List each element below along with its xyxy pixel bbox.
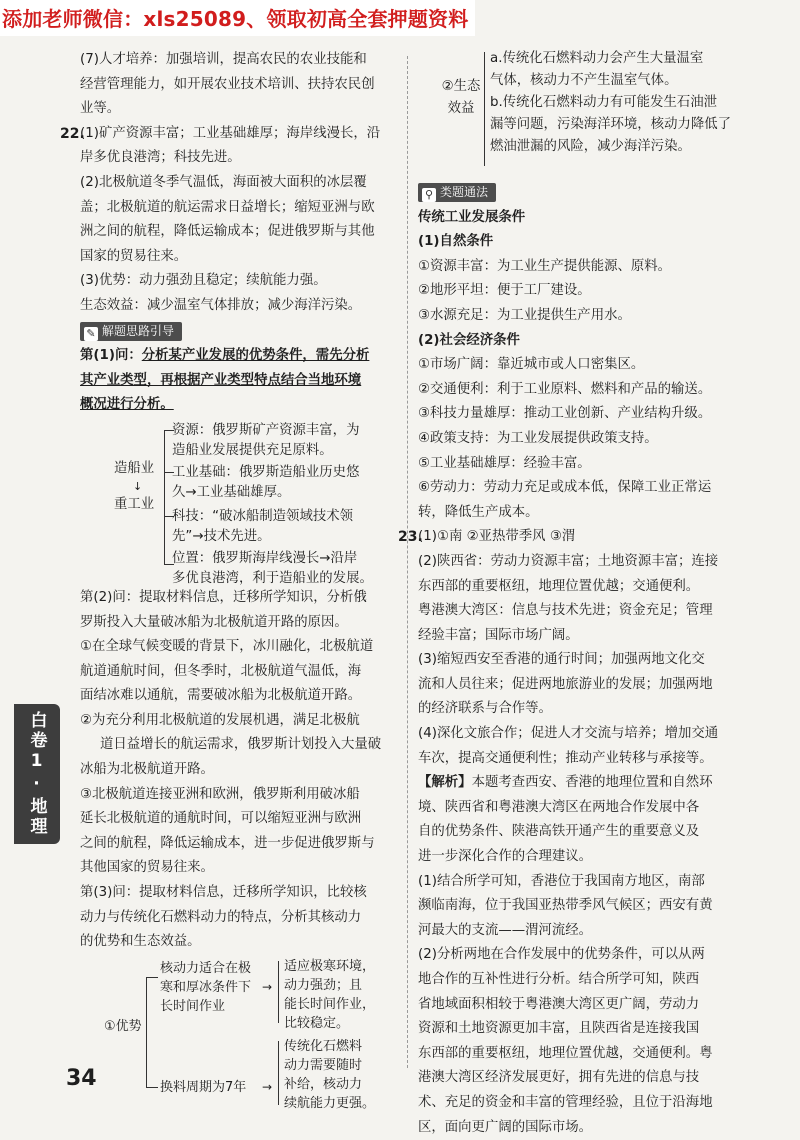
analysis-line: ③北极航道连接亚洲和欧洲，俄罗斯利用破冰船 xyxy=(80,786,360,802)
analysis-text: 分析某产业发展的优势条件，需先分析 xyxy=(141,348,370,364)
eco-label xyxy=(438,76,484,120)
nuclear-advantage-tree xyxy=(80,955,396,1111)
analysis-line: 概况进行分析。 xyxy=(80,397,174,413)
guide-tag-label: 解题思路引导 xyxy=(102,323,175,338)
tree-item: 先”→技术先进。 xyxy=(172,528,271,544)
tree2-branch xyxy=(146,1087,158,1088)
arrow-right-icon: → xyxy=(262,979,273,994)
tree2-root: ①优势 xyxy=(104,1018,142,1034)
analysis-line: 省地域面积相较于粤港澳大湾区更广阔，劳动力 xyxy=(418,996,700,1012)
analysis-line: 进一步深化合作的合理建议。 xyxy=(418,849,593,865)
tree2-lower-right: 补给，核动力 xyxy=(284,1076,363,1092)
natural-item: ②地形平坦：便于工厂建设。 xyxy=(418,283,591,299)
answer-line: (4)深化文旅合作；促进人才交流与培养；增加交通 xyxy=(418,726,719,742)
social-item: ③科技力量雄厚：推动工业创新、产业结构升级。 xyxy=(418,406,712,422)
ecological-benefit-box xyxy=(418,48,734,174)
answer-line: 岸多优良港湾；科技先进。 xyxy=(80,150,241,166)
question-22 xyxy=(60,122,396,319)
tree-root-bottom: 重工业 xyxy=(114,496,155,512)
social-item: ⑤工业基础雄厚：经验丰富。 xyxy=(418,455,591,471)
answer-line: 生态效益：减少温室气体排放；减少海洋污染。 xyxy=(80,297,362,313)
analysis-line: 资源和土地资源更加丰富，且陕西省是连接我国 xyxy=(418,1021,700,1037)
tree-item: 位置：俄罗斯海岸线漫长→沿岸 xyxy=(172,550,358,566)
tree-item: 资源：俄罗斯矿产资源丰富，为 xyxy=(172,422,360,438)
tree2-bracket xyxy=(146,977,147,1087)
analysis-line: 罗斯投入大量破冰船为北极航道开路的原因。 xyxy=(80,614,348,630)
tree2-bracket xyxy=(278,1041,279,1105)
analysis-line: 延长北极航道的通航时间，可以缩短亚洲与欧洲 xyxy=(80,811,362,827)
question-number: 22. xyxy=(60,125,85,142)
tree-item: 造船业发展提供充足原料。 xyxy=(172,442,333,458)
intro-line: 业等。 xyxy=(80,101,121,117)
tree2-upper-mid: 长时间作业 xyxy=(160,998,226,1014)
class-method-tag xyxy=(418,183,496,202)
question-23 xyxy=(398,525,734,771)
analysis-first-line xyxy=(418,771,734,796)
answer-line: 国家的贸易往来。 xyxy=(80,248,188,264)
column-divider xyxy=(407,56,408,1068)
analysis-line: ②为充分利用北极航道的发展机遇，满足北极航 xyxy=(80,712,360,728)
eco-label-line: ②生态 xyxy=(441,79,481,94)
tree-bracket xyxy=(164,430,165,564)
analysis-line: 动力与传统化石燃料动力的特点，分析其核动力 xyxy=(80,909,362,925)
analysis-line: (1)结合所学可知，香港位于我国南方地区，南部 xyxy=(418,873,705,889)
answer-line: 东西部的重要枢纽，地理位置优越；交通便利。 xyxy=(418,578,700,594)
social-item: 转，降低生产成本。 xyxy=(418,504,539,520)
eco-items xyxy=(490,48,734,158)
natural-item: ③水源充足：为工业提供生产用水。 xyxy=(418,307,631,323)
tree2-upper-mid: 核动力适合在极 xyxy=(160,960,252,976)
tree-root-top: 造船业 xyxy=(114,460,155,476)
analysis-line: 道日益增长的航运需求，俄罗斯计划投入大量破 xyxy=(100,737,382,753)
tree-item: 工业基础：俄罗斯造船业历史悠 xyxy=(172,464,360,480)
intro-line: (7)人才培养：加强培训，提高农民的农业技能和 xyxy=(80,52,367,67)
analysis-line: 地合作的互补性进行分析。结合所学可知，陕西 xyxy=(418,972,700,987)
question-number: 23. xyxy=(398,529,423,546)
analysis-line: 自的优势条件、陕港高铁开通产生的重要意义及 xyxy=(418,824,700,840)
analysis-line: 第(3)问：提取材料信息，迁移所学知识，比较核 xyxy=(80,885,367,901)
tree-item: 久→工业基础雄厚。 xyxy=(172,484,291,500)
analysis-line: 术、充足的资金和丰富的管理经验，且位于沿海地 xyxy=(418,1094,713,1110)
analysis-line: 境、陕西省和粤港澳大湾区在两地合作发展中各 xyxy=(418,799,700,815)
tree2-lower-right: 续航能力更强。 xyxy=(284,1095,376,1111)
right-column xyxy=(398,48,734,1140)
tree2-upper-right: 适应极寒环境， xyxy=(284,958,376,974)
analysis-line: 第(2)问：提取材料信息，迁移所学知识，分析俄 xyxy=(80,589,367,605)
intro-line: 经营管理能力，如开展农业技术培训、扶持农民创 xyxy=(80,76,375,92)
eco-item: 气体，核动力不产生温室气体。 xyxy=(490,73,678,88)
eco-item: 漏等问题，污染海洋环境，核动力降低了 xyxy=(490,117,732,132)
natural-item: ①资源丰富：为工业生产提供能源、原料。 xyxy=(418,258,672,274)
answer-line: 流和人员往来；促进两地旅游业的发展；加强两地 xyxy=(418,676,713,692)
social-item: ②交通便利：利于工业原料、燃料和产品的输送。 xyxy=(418,381,712,397)
tree-item: 科技：“破冰船制造领域技术领 xyxy=(172,508,354,524)
tree2-upper-right: 能长时间作业， xyxy=(284,996,376,1012)
answer-line: 经验丰富；国际市场广阔。 xyxy=(418,627,579,643)
eco-bracket xyxy=(484,52,485,166)
analysis-label: 【解析】 xyxy=(418,775,472,791)
answer-line: (1)①南 ②亚热带季风 ③渭 xyxy=(418,529,576,545)
analysis-line: 之间的航程，降低运输成本，进一步促进俄罗斯与 xyxy=(80,835,375,851)
arrow-right-icon: → xyxy=(262,1079,273,1094)
analysis-line: 东西部的重要枢纽，地理位置优越，交通便利。粤 xyxy=(418,1045,713,1061)
analysis-line: 河最大的支流——渭河流经。 xyxy=(418,922,593,938)
tree2-bracket xyxy=(278,961,279,1023)
answer-line: 盖；北极航道的航运需求日益增长；缩短亚洲与欧 xyxy=(80,199,375,215)
social-item: ④政策支持：为工业发展提供政策支持。 xyxy=(418,430,658,446)
analysis-line: 其他国家的贸易往来。 xyxy=(80,860,214,876)
analysis-label: 第(1)问： xyxy=(80,348,142,364)
eco-item: 燃油泄漏的风险，减少海洋污染。 xyxy=(490,139,691,154)
social-title: (2)社会经济条件 xyxy=(418,332,520,348)
answer-line: 洲之间的航程，降低运输成本；促进俄罗斯与其他 xyxy=(80,224,375,240)
social-item: ①市场广阔：靠近城市或人口密集区。 xyxy=(418,357,645,373)
left-column xyxy=(60,48,396,1111)
analysis-line: 其产业类型，再根据产业类型特点结合当地环境 xyxy=(80,372,362,388)
section-side-tab: 白卷1·地理 xyxy=(14,704,60,844)
analysis-line: ①在全球气候变暖的背景下，冰川融化，北极航道 xyxy=(80,639,374,655)
tree2-branch xyxy=(146,977,158,978)
tree2-lower-mid: 换料周期为7年 xyxy=(160,1079,247,1095)
answer-line: (1)矿产资源丰富；工业基础雄厚；海岸线漫长，沿 xyxy=(80,125,381,141)
tree2-upper-right: 动力强劲；且 xyxy=(284,977,363,993)
magnifier-icon: ⚲ xyxy=(422,188,436,202)
pencil-icon: ✎ xyxy=(84,327,98,341)
natural-title: (1)自然条件 xyxy=(418,234,494,250)
tree2-upper-right: 比较稳定。 xyxy=(284,1015,350,1031)
answer-line: (3)缩短西安至香港的通行时间；加强两地文化交 xyxy=(418,652,705,668)
answer-line: 的经济联系与合作等。 xyxy=(418,701,552,717)
analysis-line: (2)分析两地在合作发展中的优势条件，可以从两 xyxy=(418,947,705,963)
analysis-text: 本题考查西安、香港的地理位置和自然环 xyxy=(471,775,713,791)
class-title: 传统工业发展条件 xyxy=(418,209,526,225)
shipbuilding-tree xyxy=(80,418,396,586)
analysis-line: 区，面向更广阔的国际市场。 xyxy=(418,1119,593,1135)
analysis-line: 航道通航时间，但冬季时，北极航道气温低，海 xyxy=(80,663,362,679)
eco-label-line: 效益 xyxy=(447,101,475,116)
analysis-line: 面结冰难以通航，需要破冰船为北极航道开路。 xyxy=(80,688,362,704)
tree2-upper-mid: 寒和厚冰条件下 xyxy=(160,979,252,995)
eco-item: b.传统化石燃料动力有可能发生石油泄 xyxy=(490,95,718,110)
analysis-1 xyxy=(80,344,396,369)
social-item: ⑥劳动力：劳动力充足或成本低，保障工业正常运 xyxy=(418,480,712,496)
class-tag-label: 类题通法 xyxy=(440,185,489,199)
tree-item: 多优良港湾，利于造船业的发展。 xyxy=(172,570,373,586)
arrow-down-icon: ↓ xyxy=(133,479,143,493)
tree2-lower-right: 传统化石燃料 xyxy=(284,1038,363,1054)
answer-line: 车次，提高交通便利性；推动产业转移与承接等。 xyxy=(418,750,713,766)
analysis-line: 冰船为北极航道开路。 xyxy=(80,762,214,778)
answer-line: (2)陕西省：劳动力资源丰富；土地资源丰富；连接 xyxy=(418,553,719,569)
tree2-lower-right: 动力需要随时 xyxy=(284,1057,363,1073)
guide-tag xyxy=(80,322,182,341)
watermark-banner: 添加老师微信：xls25089、领取初高全套押题资料 xyxy=(0,0,475,36)
answer-line: (2)北极航道冬季气温低，海面被大面积的冰层覆 xyxy=(80,174,367,190)
answer-line: (3)优势：动力强劲且稳定；续航能力强。 xyxy=(80,273,327,289)
page-number: 34 xyxy=(66,1066,97,1091)
analysis-line: 的优势和生态效益。 xyxy=(80,934,201,950)
answer-line: 粤港澳大湾区：信息与技术先进；资金充足；管理 xyxy=(418,603,713,619)
analysis-line: 濒临南海，位于我国亚热带季风气候区；西安有黄 xyxy=(418,898,713,914)
eco-item: a.传统化石燃料动力会产生大量温室 xyxy=(490,51,704,66)
analysis-line: 港澳大湾区经济发展更好，拥有先进的信息与技 xyxy=(418,1070,700,1086)
